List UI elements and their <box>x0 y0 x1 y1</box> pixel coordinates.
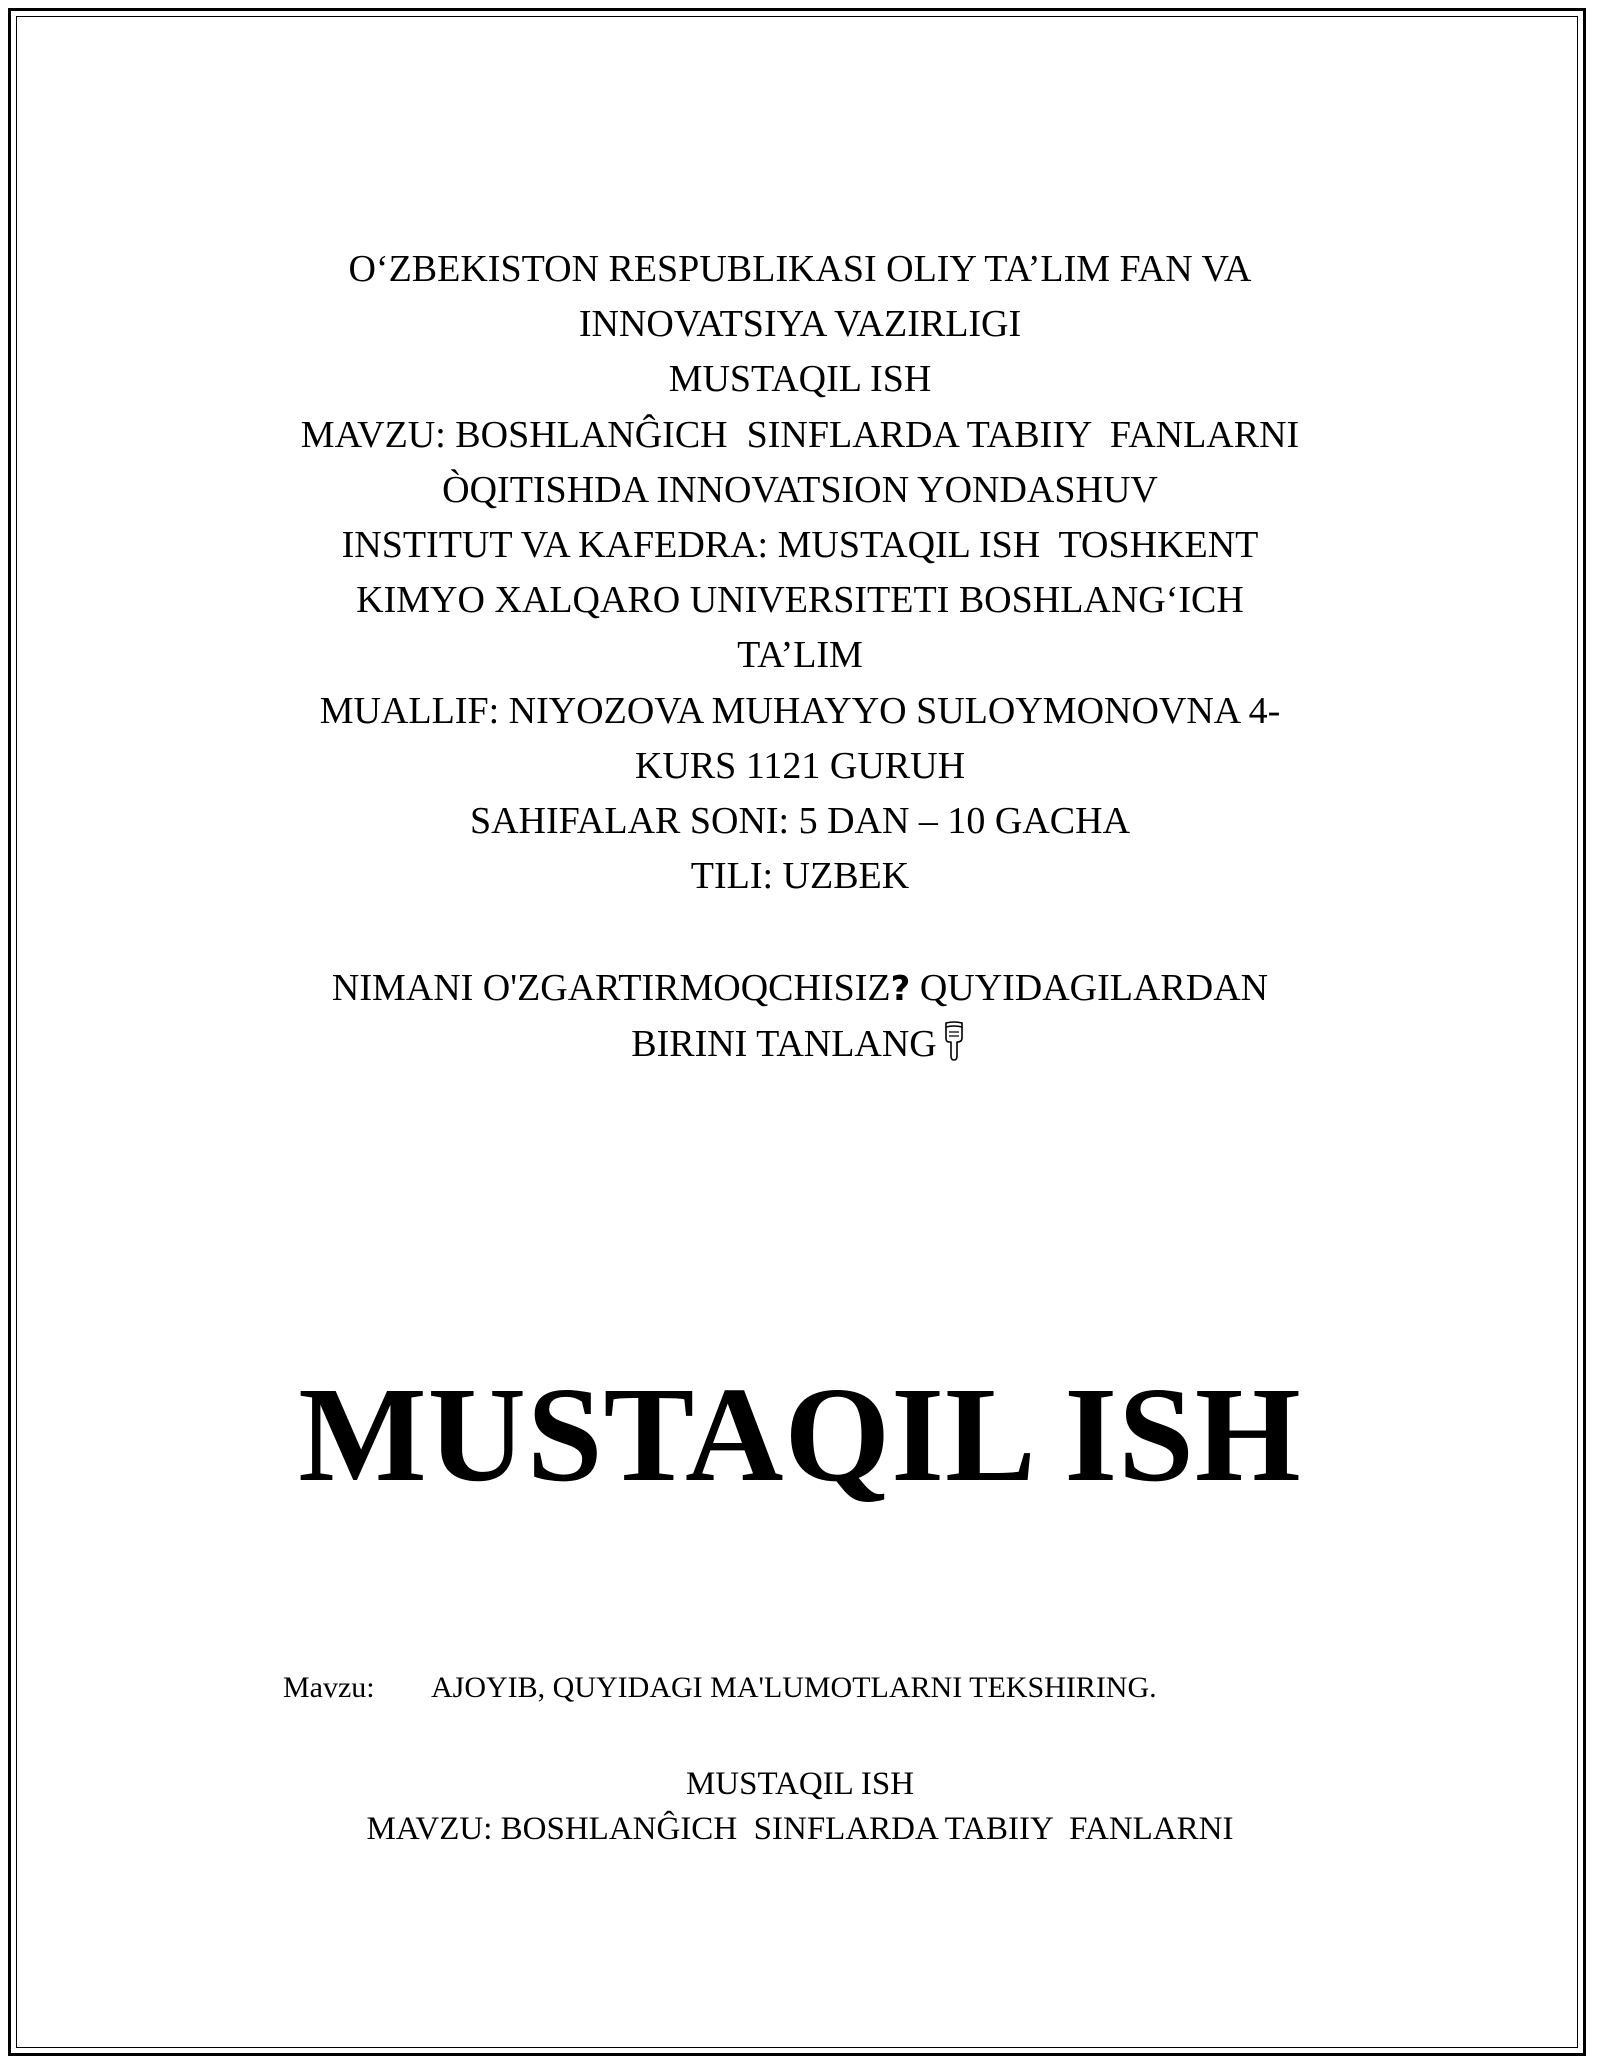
pointing-down-hand-icon <box>939 1020 969 1062</box>
header-line: TA’LIM <box>737 634 863 677</box>
header-line: INSTITUT VA KAFEDRA: MUSTAQIL ISH TOSHKENT <box>341 524 1259 567</box>
prompt-line-1 <box>0 961 1600 1017</box>
prompt-text: BIRINI TANLANG <box>631 1023 937 1065</box>
header-line: SAHIFALAR SONI: 5 DAN – 10 GACHA <box>469 800 1131 843</box>
mavzu-row <box>283 1668 1157 1708</box>
prompt-block <box>0 961 1600 1072</box>
header-line: INNOVATSIYA VAZIRLIGI <box>578 303 1022 346</box>
question-mark-icon: ? <box>890 969 911 1009</box>
prompt-text-rest: QUYIDAGILARDAN <box>910 967 1269 1009</box>
header-line: MUALLIF: NIYOZOVA MUHAYYO SULOYMONOVNA 4- <box>319 689 1281 732</box>
footer-line: MAVZU: BOSHLANĜICH SINFLARDA TABIIY FANLARNI <box>366 1811 1234 1847</box>
prompt-line-2 <box>0 1017 1600 1072</box>
header-line: ÒQITISHDA INNOVATSION YONDASHUV <box>442 468 1158 511</box>
mavzu-value: AJOYIB, QUYIDAGI MA'LUMOTLARNI TEKSHIRING. <box>431 1671 1157 1704</box>
footer-line: MUSTAQIL ISH <box>685 1766 915 1802</box>
header-line: MUSTAQIL ISH <box>668 358 932 401</box>
header-line: KIMYO XALQARO UNIVERSITETI BOSHLANG‘ICH <box>356 579 1244 622</box>
prompt-text: NIMANI O'ZGARTIRMOQCHISIZ <box>331 967 891 1009</box>
header-line: O‘ZBEKISTON RESPUBLIKASI OLIY TA’LIM FAN VA <box>348 248 1252 290</box>
header-line: MAVZU: BOSHLANĜICH SINFLARDA TABIIY FANLARNI <box>300 413 1300 456</box>
header-block <box>0 242 1600 904</box>
mavzu-label: Mavzu: <box>283 1671 375 1704</box>
header-line: TILI: UZBEK <box>690 855 910 898</box>
header-line: KURS 1121 GURUH <box>634 744 966 787</box>
footer-block <box>0 1762 1600 1852</box>
document-title: MUSTAQIL ISH <box>298 1360 1302 1510</box>
